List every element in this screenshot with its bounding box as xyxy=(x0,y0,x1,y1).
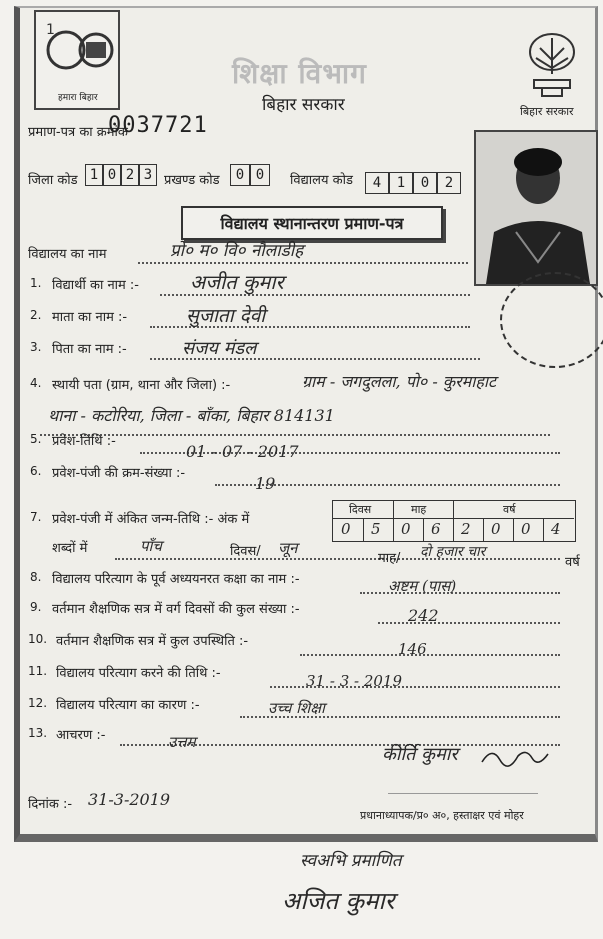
last-class-value: अष्टम (पास) xyxy=(388,577,457,595)
svg-text:1: 1 xyxy=(46,22,55,38)
district-code-digit: 2 xyxy=(121,164,139,186)
bihar-logo-icon xyxy=(36,12,118,84)
dob-words-day: पाँच xyxy=(140,537,162,555)
school-name-value: प्रो० म० वि० नौलाडीह xyxy=(170,241,304,261)
field-number: 3. xyxy=(30,340,42,354)
attendance-label: वर्तमान शैक्षणिक सत्र में कुल उपस्थिति :- xyxy=(56,634,249,649)
field-number: 2. xyxy=(30,308,42,322)
grid-divider xyxy=(483,518,484,541)
grid-divider xyxy=(543,518,544,541)
month-word: माह/ xyxy=(378,551,401,566)
attendance-value: 146 xyxy=(398,640,427,658)
district-code-digit: 3 xyxy=(139,164,157,186)
dotted-line xyxy=(378,622,560,624)
dotted-line xyxy=(300,654,560,656)
dob-digit: 6 xyxy=(431,520,441,538)
district-code-digit: 1 xyxy=(85,164,103,186)
grid-divider xyxy=(363,518,364,541)
block-code-digit: 0 xyxy=(250,164,270,186)
permanent-address-line1: ग्राम - जगदुलला, पो० - कुरमाहाट xyxy=(302,372,497,391)
day-word: दिवस/ xyxy=(230,544,261,559)
dob-digit: 2 xyxy=(461,520,471,538)
dob-digit: 0 xyxy=(401,520,411,538)
grid-divider xyxy=(393,501,394,541)
field-number: 10. xyxy=(28,632,48,646)
admission-date-value: 01 - 07 - 2017 xyxy=(186,442,299,461)
dob-year-header: वर्ष xyxy=(503,503,516,516)
father-name-label: पिता का नाम :- xyxy=(52,342,127,357)
field-number: 8. xyxy=(30,570,42,584)
certificate-number: 0037721 xyxy=(108,113,208,138)
mother-name-label: माता का नाम :- xyxy=(52,310,128,325)
last-class-label: विद्यालय परित्याग के पूर्व अध्ययनरत कक्षा का नाम :- xyxy=(52,572,300,587)
school-code-digit: 0 xyxy=(413,172,437,194)
grid-divider xyxy=(513,518,514,541)
self-attested-signature: अजित कुमार xyxy=(282,887,395,915)
government-title: बिहार सरकार xyxy=(262,95,345,115)
student-photo-icon xyxy=(476,132,596,284)
field-number: 13. xyxy=(28,726,48,740)
field-number: 12. xyxy=(28,696,48,710)
self-attested-note: स्वअभि प्रमाणित xyxy=(300,851,402,871)
permanent-address-line2: थाना - कटोरिया, जिला - बाँका, बिहार 814131 xyxy=(48,406,335,425)
permanent-address-label: स्थायी पता (ग्राम, थाना और जिला) :- xyxy=(52,378,231,393)
field-number: 11. xyxy=(28,664,48,678)
dob-label: प्रवेश-पंजी में अंकित जन्म-तिथि :- अंक में xyxy=(52,512,250,527)
register-number-value: 19 xyxy=(255,474,276,493)
field-number: 9. xyxy=(30,600,42,614)
state-emblem xyxy=(520,30,584,116)
leaving-date-label: विद्यालय परित्याग करने की तिथि :- xyxy=(56,666,221,681)
grid-divider xyxy=(453,501,454,541)
dob-words-label: शब्दों में xyxy=(52,541,88,556)
dob-digit: 0 xyxy=(491,520,501,538)
headmaster-signature: कीर्ति कुमार xyxy=(382,744,458,765)
school-code-digit: 1 xyxy=(389,172,413,194)
leaving-date-value: 31 - 3 - 2019 xyxy=(306,672,403,690)
certificate-number-label: प्रमाण-पत्र का क्रमांक xyxy=(28,125,128,140)
conduct-label: आचरण :- xyxy=(56,728,106,743)
dob-words-year: दो हजार चार xyxy=(420,544,486,560)
headmaster-label: प्रधानाध्यापक/प्र० अ०, हस्ताक्षर एवं मोहर xyxy=(360,809,524,822)
dob-digit: 5 xyxy=(371,520,381,538)
student-name-value: अजीत कुमार xyxy=(190,270,284,294)
student-name-label: विद्यार्थी का नाम :- xyxy=(52,278,140,293)
school-code-digit: 4 xyxy=(365,172,389,194)
student-photo xyxy=(474,130,598,286)
register-number-label: प्रवेश-पंजी की क्रम-संख्या :- xyxy=(52,466,186,481)
field-number: 7. xyxy=(30,510,42,524)
school-stamp xyxy=(500,272,603,368)
working-days-label: वर्तमान शैक्षणिक सत्र में वर्ग दिवसों की कुल संख्या :- xyxy=(52,602,300,617)
field-number: 5. xyxy=(30,432,42,446)
dotted-line xyxy=(138,262,468,264)
working-days-value: 242 xyxy=(408,606,439,625)
dob-grid xyxy=(332,500,576,542)
year-word: वर्ष xyxy=(565,555,580,570)
signature-scribble-icon xyxy=(480,744,550,768)
block-code-label: प्रखण्ड कोड xyxy=(164,173,220,188)
block-code-digit: 0 xyxy=(230,164,250,186)
dotted-line xyxy=(40,434,550,436)
department-title: शिक्षा विभाग xyxy=(232,57,367,90)
date-value: 31-3-2019 xyxy=(88,790,171,809)
bodhi-tree-emblem-icon xyxy=(520,30,584,100)
dob-month-header: माह xyxy=(411,503,427,516)
school-code-label: विद्यालय कोड xyxy=(290,173,353,188)
school-code-digit: 2 xyxy=(437,172,461,194)
date-label: दिनांक :- xyxy=(28,797,73,812)
leaving-reason-label: विद्यालय परित्याग का कारण :- xyxy=(56,698,200,713)
logo-caption: हमारा बिहार xyxy=(58,93,98,103)
bihar-logo xyxy=(34,10,120,110)
dob-digit: 0 xyxy=(521,520,531,538)
dob-words-month: जून xyxy=(278,539,298,557)
certificate-title: विद्यालय स्थानान्तरण प्रमाण-पत्र xyxy=(181,206,443,240)
dob-day-header: दिवस xyxy=(349,503,372,516)
leaving-reason-value: उच्च शिक्षा xyxy=(268,699,325,717)
field-number: 6. xyxy=(30,464,42,478)
dotted-line xyxy=(115,558,560,560)
father-name-value: संजय मंडल xyxy=(182,338,257,359)
district-code-label: जिला कोड xyxy=(28,173,78,188)
conduct-value: उत्तम xyxy=(168,733,196,751)
admission-date-label: प्रवेश-तिथि :- xyxy=(52,434,116,449)
grid-divider xyxy=(423,518,424,541)
mother-name-value: सुजाता देवी xyxy=(186,305,266,327)
field-number: 4. xyxy=(30,376,42,390)
dob-digit: 4 xyxy=(551,520,561,538)
district-code-digit: 0 xyxy=(103,164,121,186)
emblem-caption: बिहार सरकार xyxy=(520,105,574,118)
field-number: 1. xyxy=(30,276,42,290)
school-name-label: विद्यालय का नाम xyxy=(28,247,107,262)
stamp-lines xyxy=(388,775,538,794)
dob-digit: 0 xyxy=(341,520,351,538)
